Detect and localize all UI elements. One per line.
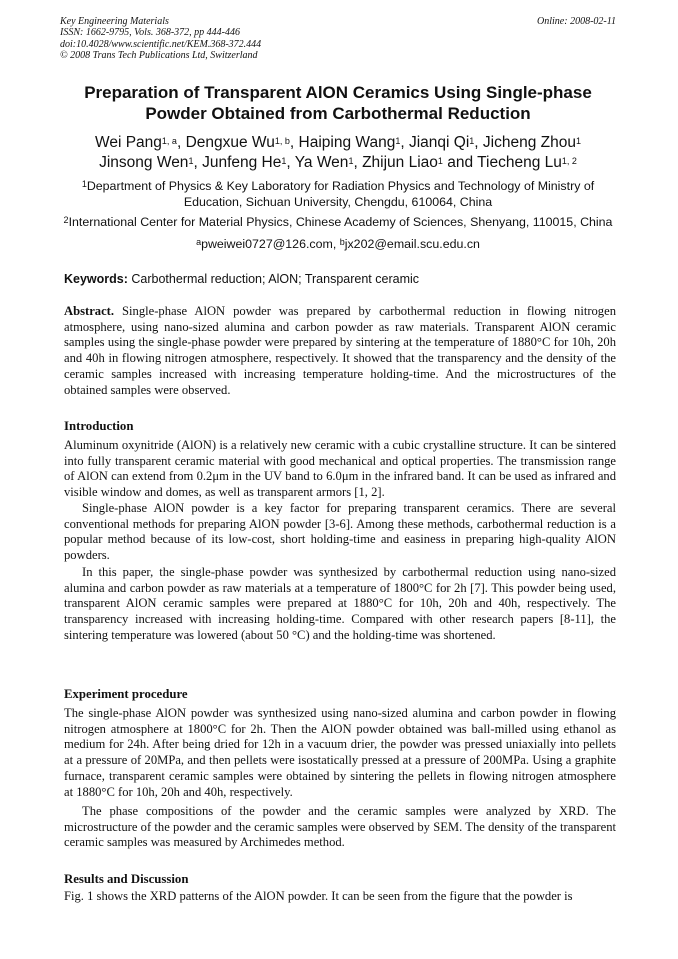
author-affiliation-sup: 1, b <box>274 136 290 146</box>
issn-line: ISSN: 1662-9795, Vols. 368-372, pp 444-446 <box>60 27 240 39</box>
author-affiliation-sup: 1 <box>348 156 354 166</box>
affiliation-2 <box>60 214 616 230</box>
email-address: jx202@email.scu.edu.cn <box>344 237 480 251</box>
author-affiliation-sup: 1 <box>437 156 443 166</box>
affiliation-sup: 1 <box>81 179 87 189</box>
experiment-paragraph-2: The phase compositions of the powder and the ceramic samples were analyzed by XRD. The microstructure of the powder and the ceramic samples were observed by SEM. The density of the transparent ceramic samples was measured by Archimedes method. <box>64 804 616 850</box>
doi-line: doi:10.4028/www.scientific.net/KEM.368-372.444 <box>60 38 262 50</box>
copyright-line: © 2008 Trans Tech Publications Ltd, Switzerland <box>60 49 258 61</box>
keywords-line <box>64 271 616 287</box>
journal-name: Key Engineering Materials <box>60 16 169 27</box>
author-affiliation-sup: 1 <box>188 156 194 166</box>
author-name: Jianqi Qi <box>408 134 470 151</box>
introduction-heading: Introduction <box>64 419 134 433</box>
author-affiliation-sup: 1 <box>575 136 581 146</box>
results-paragraph-1: Fig. 1 shows the XRD patterns of the AlON powder. It can be seen from the figure that the powder is <box>64 889 573 903</box>
author-name: Haiping Wang <box>298 134 396 151</box>
email-sup: b <box>339 237 345 247</box>
author-affiliation-sup: 1 <box>395 136 401 146</box>
abstract-paragraph <box>64 304 616 398</box>
author-list <box>60 133 616 173</box>
affiliation-text: Department of Physics & Key Laboratory for Radiation Physics and Technology of Ministry of <box>86 179 595 193</box>
email-address: pweiwei0727@126.com <box>201 237 333 251</box>
author-name: Dengxue Wu <box>185 134 275 151</box>
experiment-heading: Experiment procedure <box>64 687 188 701</box>
title-line-1: Preparation of Transparent AlON Ceramics Using Single-phase <box>84 83 592 102</box>
experiment-paragraph-1: The single-phase AlON powder was synthesized using nano-sized alumina and carbon powder in flowing nitrogen atmosphere at 1800°C for 2h. Then the AlON powder obtained was ball-milled using ethanol as medium for 24h. After being dried for 12h in a vacuum drier, the powder was pressed uniaxially into pellets at a pressure of 20MPa, and then pellets were isostatically pressed at a pressure of 200MPa. Using a graphite furnace, transparent ceramic samples were obtained by sintering the pellets in flowing nitrogen atmosphere at 1880°C for 10h, 20h and 40h, respectively. <box>64 706 616 799</box>
author-name: Zhijun Liao <box>362 154 438 171</box>
affiliation-1 <box>60 178 616 210</box>
introduction-paragraph-3: In this paper, the single-phase powder was synthesized by carbothermal reduction using nano-sized alumina and carbon powder as raw materials at a temperature of 1800°C for 2h [7]. This powder being used, transparent AlON ceramic samples were prepared at 1880°C for 10h, 20h and 40h, respectively. The transparency increased with increasing holding-time. Compared with other research papers [8-11], the sintering temperature was lowered (about 50 °C) and the holding-time was shortened. <box>64 565 616 642</box>
author-affiliation-sup: 1 <box>281 156 287 166</box>
author-affiliation-sup: 1 <box>469 136 475 146</box>
author-name: Wei Pang <box>95 134 162 151</box>
affiliation-text: Education, Sichuan University, Chengdu, 610064, China <box>183 195 493 209</box>
journal-header <box>60 16 616 61</box>
email-sup: a <box>196 237 202 247</box>
title-line-2: Powder Obtained from Carbothermal Reduction <box>145 104 531 123</box>
author-name: Jicheng Zhou <box>482 134 576 151</box>
results-heading: Results and Discussion <box>64 872 189 886</box>
paper-title <box>60 82 616 124</box>
introduction-paragraph-2: Single-phase AlON powder is a key factor for preparing transparent ceramics. There are several conventional methods for preparing AlON powder [3-6]. Among these methods, carbothermal reduction is a popular method because of its low-cost, short holding-time and easiness in preparing high-quality AlON powders. <box>64 501 616 563</box>
keywords-text: Carbothermal reduction; AlON; Transparent ceramic <box>131 272 420 286</box>
abstract-text: Single-phase AlON powder was prepared by carbothermal reduction in flowing nitrogen atmosphere, using nano-sized alumina and carbon powder as raw materials. Transparent AlON ceramic samples using the single-phase powder were prepared by sintering at the temperature of 1880°C for 10h, 20h and 40h in flowing nitrogen atmosphere, respectively. It showed that the transparency and the density of the ceramic samples increased with increasing temperature holding-time. And the microstructures of the obtained samples were observed. <box>64 304 616 397</box>
affiliation-sup: 2 <box>63 215 69 225</box>
affiliation-text: International Center for Material Physics, Chinese Academy of Sciences, Shenyang, 110015, China <box>68 215 613 229</box>
author-emails: $^a$pweiwei0727@126.com, $^b$jx202@email.scu.edu.cn <box>196 237 480 251</box>
online-date: Online: 2008-02-11 <box>537 16 616 27</box>
author-line-2: Jinsong Wen$^1$, Junfeng He$^1$, Ya Wen$^1$, Zhijun Liao$^1$ and Tiecheng Lu$^{1, 2}$ <box>99 154 577 171</box>
author-affiliation-sup: 1, 2 <box>561 156 577 166</box>
author-affiliation-sup: 1, a <box>161 136 177 146</box>
author-name: Jinsong Wen <box>99 154 189 171</box>
abstract-label: Abstract. <box>64 304 115 318</box>
introduction-paragraph-1: Aluminum oxynitride (AlON) is a relatively new ceramic with a cubic crystalline structure. It can be sintered into fully transparent ceramic material with good mechanical and optical properties. The transmission range of AlON can extend from 0.2μm in the UV band to 6.0μm in the infrared band. It can be used as infrared and visible window and domes, as well as transparent armors [1, 2]. <box>64 438 616 500</box>
author-name: Ya Wen <box>294 154 349 171</box>
author-line-1: Wei Pang$^{1, a}$, Dengxue Wu$^{1, b}$, Haiping Wang$^1$, Jianqi Qi$^1$, Jicheng Zhou$^1$ <box>95 134 581 151</box>
keywords-label: Keywords: <box>64 272 128 286</box>
author-name: Junfeng He <box>202 154 282 171</box>
author-name: Tiecheng Lu <box>477 154 562 171</box>
